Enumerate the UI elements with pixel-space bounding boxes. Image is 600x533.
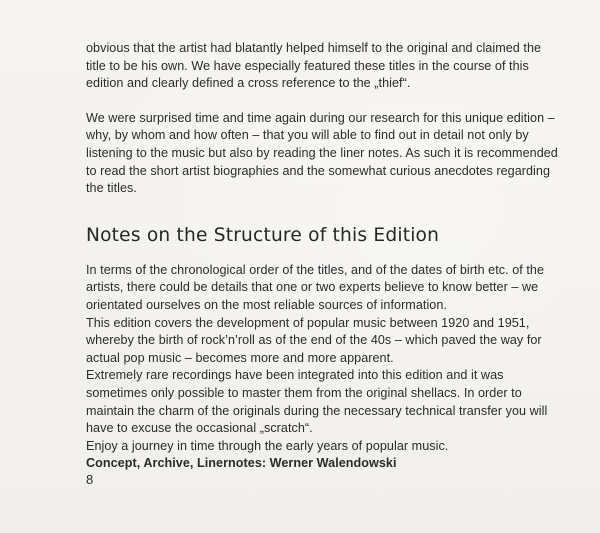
section-line-1: In terms of the chronological order of the titles, and of the dates of birth etc. of the artists, there could be details that one or two experts believe to know better – we orientated ourselves on the most reliable sources of information. [86, 262, 545, 312]
section-line-2: This edition covers the development of popular music between 1920 and 1951, whereby the birth of rock’n’roll as of the end of the 40s – which paved the way for actual pop music – becomes more and more apparent. [86, 315, 542, 365]
section-heading: Notes on the Structure of this Edition [86, 224, 440, 246]
intro-paragraph-1: obvious that the artist had blatantly helped himself to the original and claimed the title to be his own. We have especially featured these titles in the course of this edition and clearly defined a cross reference to the „thief“. [86, 41, 542, 91]
intro-paragraph-2: We were surprised time and time again during our research for this unique edition – why, by whom and how often – that you will able to find out in detail not only by listening to the music but also by reading the liner notes. As such it is recommended to read the short artist biographies and the somewhat curious anecdotes regarding the titles. [86, 110, 558, 196]
credit-line: Concept, Archive, Linernotes: Werner Walendowski [86, 456, 397, 471]
paragraph-spacer [86, 93, 562, 110]
section-line-4: Enjoy a journey in time through the early years of popular music. [86, 438, 449, 453]
page-content [86, 40, 562, 473]
section-line-3: Extremely rare recordings have been integrated into this edition and it was sometimes only possible to master them from the original shellacs. In order to maintain the charm of the originals during the necessary technical transfer you will have to excuse the occasional „scratch“. [86, 368, 548, 436]
page-number: 8 [86, 472, 94, 487]
